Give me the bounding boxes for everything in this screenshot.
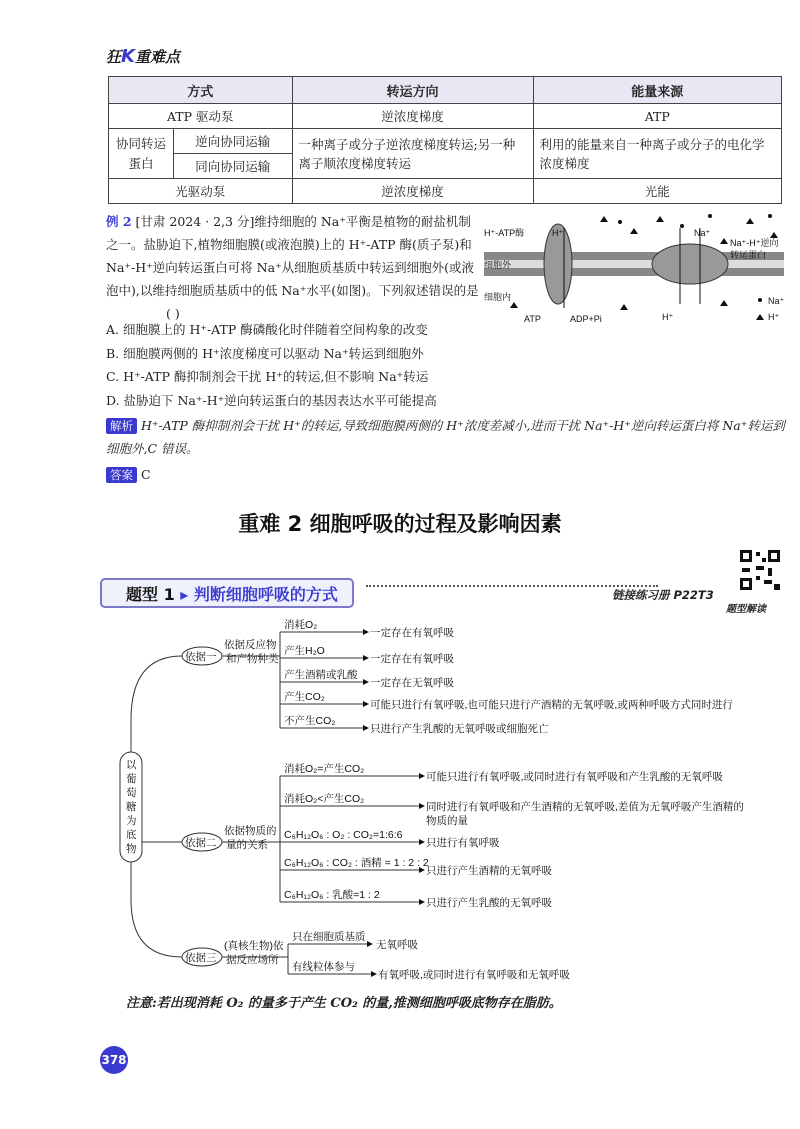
table-row [109, 104, 782, 129]
na-top-label: Na⁺ [694, 228, 711, 238]
result-text: 一定存在有氧呼吸 [370, 653, 454, 665]
analysis-block [106, 414, 786, 460]
condition-label: 消耗O₂ [284, 619, 318, 631]
table-header-cell: 能量来源 [533, 77, 781, 104]
answer-blank: ( ) [166, 306, 180, 321]
condition-label: C₆H₁₂O₆ : 乳酸=1 : 2 [284, 889, 380, 901]
type-title: 判断细胞呼吸的方式 [193, 585, 338, 604]
table-cell: 利用的能量来自一种离子或分子的电化学浓度梯度 [533, 129, 781, 179]
type-number: 题型 1 [126, 585, 175, 604]
result-text: 只进行有氧呼吸 [426, 837, 500, 849]
option-d: D. 盐胁迫下 Na⁺-H⁺逆向转运蛋白的基因表达水平可能提高 [106, 392, 437, 408]
basis-tag-oval [182, 647, 222, 665]
basis-label: 依据反应物 [224, 639, 277, 651]
atp-label: ATP [524, 314, 541, 324]
table-cell: 同向协同运输 [174, 154, 293, 179]
antiporter-label-2: 转运蛋白 [730, 250, 767, 260]
section-title: 重难 2 细胞呼吸的过程及影响因素 [238, 512, 562, 536]
table-header-row [109, 77, 782, 104]
result-text: 物质的量 [426, 815, 468, 827]
table-header-cell: 方式 [109, 77, 293, 104]
header-suffix: 重难点 [134, 48, 180, 66]
table-cell: 协同转运蛋白 [109, 129, 174, 179]
root-char: 糖 [126, 801, 137, 813]
basis-tag-oval [182, 948, 222, 966]
basis-tag: 依据二 [185, 837, 217, 849]
membrane-diagram [484, 208, 784, 328]
condition-label: 消耗O₂=产生CO₂ [284, 763, 365, 775]
root-char: 葡 [126, 773, 137, 785]
options-list [106, 318, 546, 412]
h-label-top: H⁺ [552, 228, 564, 238]
root-node [120, 752, 142, 862]
option-a: A. 细胞膜上的 H⁺-ATP 酶磷酸化时伴随着空间构象的改变 [106, 322, 428, 337]
table-cell: ATP [533, 104, 781, 129]
condition-label: 产生H₂O [284, 645, 325, 657]
table-row [109, 179, 782, 204]
antiporter-protein [652, 244, 728, 284]
table-cell: 光能 [533, 179, 781, 204]
example-question [106, 210, 482, 325]
na-legend: Na⁺ [768, 296, 784, 306]
option-b: B. 细胞膜两侧的 H⁺浓度梯度可以驱动 Na⁺转运到细胞外 [106, 345, 424, 361]
practice-link[interactable]: 链接练习册 P22T3 [608, 587, 714, 603]
condition-label: C₆H₁₂O₆ : O₂ : CO₂=1:6:6 [284, 829, 403, 841]
condition-label: 消耗O₂<产生CO₂ [284, 793, 365, 805]
page-number: 378 [100, 1046, 128, 1074]
basis-label: 量的关系 [226, 839, 268, 851]
table-row [109, 129, 782, 154]
antiporter-label-1: Na⁺-H⁺逆向 [730, 238, 779, 248]
basis-tag-oval [182, 833, 222, 851]
answer-badge: 答案 [106, 467, 137, 483]
result-text: 一定存在有氧呼吸 [370, 627, 454, 639]
analysis-text: H⁺-ATP 酶抑制剂会干扰 H⁺的转运,导致细胞膜两侧的 H⁺浓度差减小,进而干扰 Na⁺-H⁺逆向转运蛋白将 Na⁺转运到细胞外,C 错误。 [106, 418, 785, 456]
basis-label: (真核生物)依 [224, 940, 284, 952]
h-legend: H⁺ [768, 312, 780, 322]
table-cell: ATP 驱动泵 [109, 104, 293, 129]
example-tag: 例 2 [106, 214, 132, 229]
h-bottom-label: H⁺ [662, 312, 674, 322]
answer-value: C [141, 467, 151, 482]
table-cell: 逆浓度梯度 [292, 179, 533, 204]
result-text: 只进行产生乳酸的无氧呼吸或细胞死亡 [370, 723, 549, 735]
root-char: 底 [126, 829, 137, 841]
table-header-cell: 转运方向 [292, 77, 533, 104]
header-k: K [121, 46, 135, 67]
basis-tag: 依据三 [185, 952, 217, 964]
table-cell: 光驱动泵 [109, 179, 293, 204]
basis-tag: 依据一 [185, 651, 217, 663]
example-text: [甘肃 2024 · 2,3 分]维持细胞的 Na⁺平衡是植物的耐盐机制之一。盐胁迫下,植物细胞膜(或液泡膜)上的 H⁺-ATP 酶(质子泵)和 Na⁺-H⁺逆向转运蛋白可将 Na⁺从细胞质基质中转运到细胞外(或液泡中),以维持细胞质基质中的低 Na⁺水平(如图)。下列叙述错误的是 [106, 214, 479, 298]
result-text: 可能只进行有氧呼吸,也可能只进行产酒精的无氧呼吸,或两种呼吸方式同时进行 [370, 699, 733, 711]
root-char: 为 [126, 815, 137, 827]
header-prefix: 狂 [106, 48, 122, 66]
result-text: 可能只进行有氧呼吸,或同时进行有氧呼吸和产生乳酸的无氧呼吸 [426, 771, 723, 783]
condition-label: 产生酒精或乳酸 [284, 669, 358, 681]
pump-label: H⁺-ATP酶 [484, 228, 525, 238]
result-text: 同时进行有氧呼吸和产生酒精的无氧呼吸,差值为无氧呼吸产生酒精的 [426, 801, 744, 813]
inside-label: 细胞内 [484, 292, 512, 302]
transport-table [108, 76, 782, 204]
table-cell: 逆浓度梯度 [292, 104, 533, 129]
option-c: C. H⁺-ATP 酶抑制剂会干扰 H⁺的转运,但不影响 Na⁺转运 [106, 369, 429, 384]
outside-label: 细胞外 [484, 260, 512, 270]
basis-label: 依据物质的 [224, 825, 277, 837]
running-header [106, 46, 180, 67]
condition-label: 不产生CO₂ [284, 715, 336, 727]
question-type-bar: 题型 1 ▸ 判断细胞呼吸的方式 [100, 578, 354, 608]
note-text: 注意:若出现消耗 O₂ 的量多于产生 CO₂ 的量,推测细胞呼吸底物存在脂肪。 [126, 996, 562, 1011]
qr-code-icon[interactable] [738, 548, 782, 592]
analysis-badge: 解析 [106, 418, 137, 434]
qr-label: 题型解读 [726, 604, 766, 615]
result-text: 一定存在无氧呼吸 [370, 677, 454, 689]
result-text: 只进行产生酒精的无氧呼吸 [426, 865, 552, 877]
condition-label: 只在细胞质基质 [292, 931, 366, 943]
table-cell: 一种离子或分子逆浓度梯度转运;另一种离子顺浓度梯度转运 [292, 129, 533, 179]
result-text: 有氧呼吸,或同时进行有氧呼吸和无氧呼吸 [378, 969, 570, 981]
root-char: 物 [126, 843, 137, 855]
result-text: 无氧呼吸 [376, 939, 418, 951]
condition-label: C₆H₁₂O₆ : CO₂ : 酒精 = 1 : 2 : 2 [284, 857, 429, 869]
basis-label: 据反应场所 [226, 954, 279, 966]
root-char: 萄 [126, 787, 137, 799]
condition-label: 有线粒体参与 [292, 961, 355, 973]
result-text: 只进行产生乳酸的无氧呼吸 [426, 897, 552, 909]
basis-label: 和产物种类 [226, 653, 279, 665]
root-char: 以 [126, 759, 137, 771]
adp-label: ADP+Pi [570, 314, 602, 324]
answer-block [106, 467, 151, 483]
table-cell: 逆向协同运输 [174, 129, 293, 154]
condition-label: 产生CO₂ [284, 691, 325, 703]
